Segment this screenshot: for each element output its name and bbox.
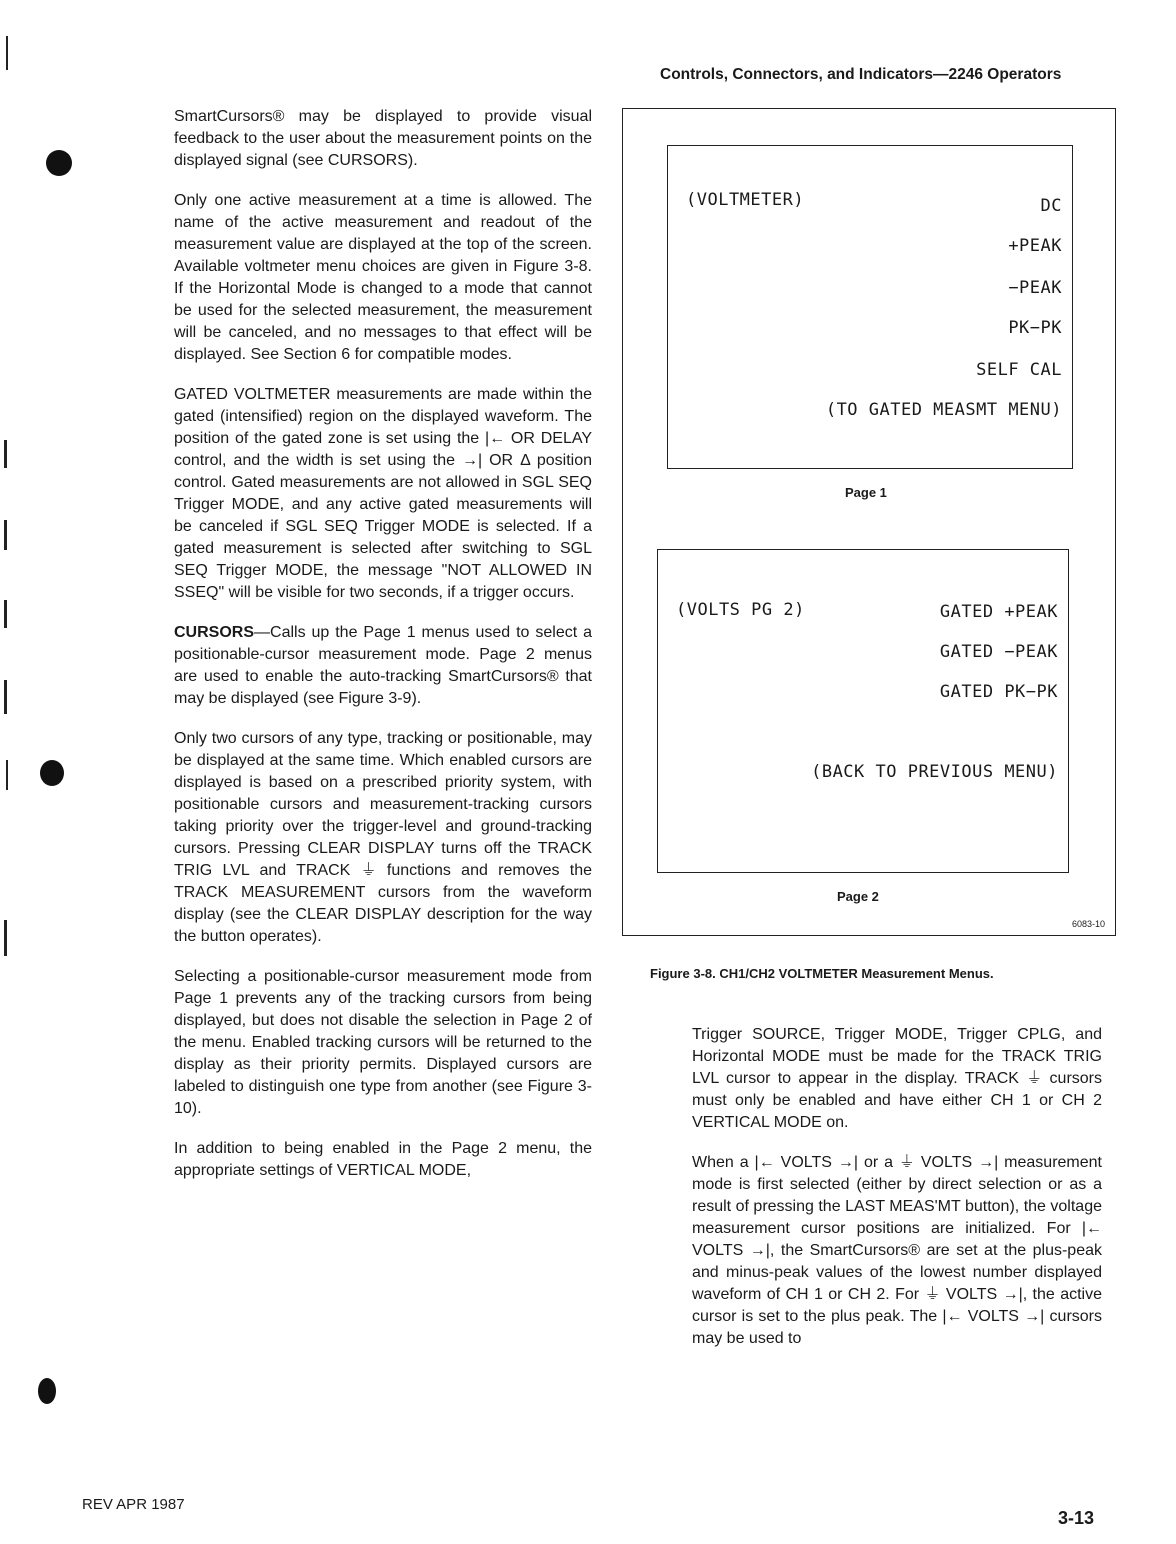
menu-item-minus-peak: −PEAK [1008,278,1062,298]
menu-item-self-cal: SELF CAL [976,360,1062,380]
menu-item-gated-plus-peak: GATED +PEAK [939,602,1058,622]
paragraph: Trigger SOURCE, Trigger MODE, Trigger CPLG, and Horizontal MODE must be made for the TRACK TRIG LVL cursor to appear in the display. TRACK ⏚ cursors must only be enabled and have either CH 1 or CH 2 VERTICAL MODE on. [692,1026,1102,1131]
volts-page2-screen [657,549,1069,873]
paragraph: SmartCursors® may be displayed to provide visual feedback to the user about the measurement points on the displayed signal (see CURSORS). [174,108,592,169]
menu-title: (VOLTS PG 2) [676,600,805,620]
figure-number: 6083-10 [1071,919,1105,929]
paragraph: Selecting a positionable-cursor measurement mode from Page 1 prevents any of the tracking cursors from being displayed, but does not disable the selection in Page 2 of the menu. Enabled tracking cursors will be returned to the display as their priority permits. Displayed cursors are labeled to distinguish one type from another (see Figure 3-10). [174,968,592,1117]
voltmeter-page1-screen [667,145,1073,469]
figure-caption: Figure 3-8. CH1/CH2 VOLTMETER Measurement Menus. [650,966,994,981]
menu-item-gated-minus-peak: GATED −PEAK [939,642,1058,662]
paragraph: In addition to being enabled in the Page 2 menu, the appropriate settings of VERTICAL MODE, [174,1140,592,1179]
menu-footer: (TO GATED MEASMT MENU) [825,400,1062,420]
paragraph: Only one active measurement at a time is allowed. The name of the active measurement and readout of the measurement value are displayed at the top of the screen. Available voltmeter menu choices are given in Figure 3-8. If the Horizontal Mode is changed to a mode that cannot be used for the selected measurement, the measurement will be canceled, and no messages to that effect will be displayed. See Section 6 for compatible modes. [174,192,592,363]
revision-date: REV APR 1987 [82,1496,185,1513]
paragraph: GATED VOLTMETER measurements are made within the gated (intensified) region on the displayed waveform. The position of the gated zone is set using the |← OR DELAY control, and the width is set using the →| OR Δ position control. Gated measurements are not allowed in SGL SEQ Trigger MODE, and any active gated measurements will be canceled if SGL SEQ Trigger MODE is selected. If a gated measurement is selected after switching to SGL SEQ Trigger MODE, the message "NOT ALLOWED IN SSEQ" will be visible for two seconds, if a trigger occurs. [174,386,592,601]
figure-3-8 [622,108,1116,936]
menu-footer: (BACK TO PREVIOUS MENU) [811,762,1058,782]
menu-item-dc: DC [1040,196,1062,216]
menu-item-plus-peak: +PEAK [1008,236,1062,256]
left-column [174,106,592,1200]
cursors-text: —Calls up the Page 1 menus used to select a positionable-cursor measurement mode. Page 2 menus are used to enable the auto-tracking SmartCursors® that may be displayed (see Figure 3-9). [174,624,592,707]
menu-item-pk-pk: PK−PK [1008,318,1062,338]
paragraph: When a |← VOLTS →| or a ⏚ VOLTS →| measurement mode is first selected (either by direct selection or as a result of pressing the LAST MEAS'MT button), the voltage measurement cursor positions are initialized. For |← VOLTS →|, the SmartCursors® are set at the plus-peak and minus-peak values of the lowest number displayed waveform of CH 1 or CH 2. For ⏚ VOLTS →|, the active cursor is set to the plus peak. The |← VOLTS →| cursors may be used to [692,1154,1102,1347]
paragraph: Only two cursors of any type, tracking or positionable, may be displayed at the same time. Which enabled cursors are displayed is based on a prescribed priority system, with positionable cursors and measurement-tracking cursors taking priority over the trigger-level and ground-tracking cursors. Pressing CLEAR DISPLAY turns off the TRACK TRIG LVL and TRACK ⏚ functions and removes the TRACK MEASUREMENT cursors from the waveform display (see the CLEAR DISPLAY description for the way the button operates). [174,730,592,945]
menu-title: (VOLTMETER) [686,190,805,210]
menu-item-gated-pk-pk: GATED PK−PK [939,682,1058,702]
page1-label: Page 1 [845,485,887,500]
page-number: 3-13 [1058,1508,1095,1528]
running-header: Controls, Connectors, and Indicators—2246 Operators [660,66,1062,83]
paragraph [174,622,592,710]
page2-label: Page 2 [837,889,879,904]
right-column [692,1024,1102,1368]
cursors-lead: CURSORS [174,624,255,641]
